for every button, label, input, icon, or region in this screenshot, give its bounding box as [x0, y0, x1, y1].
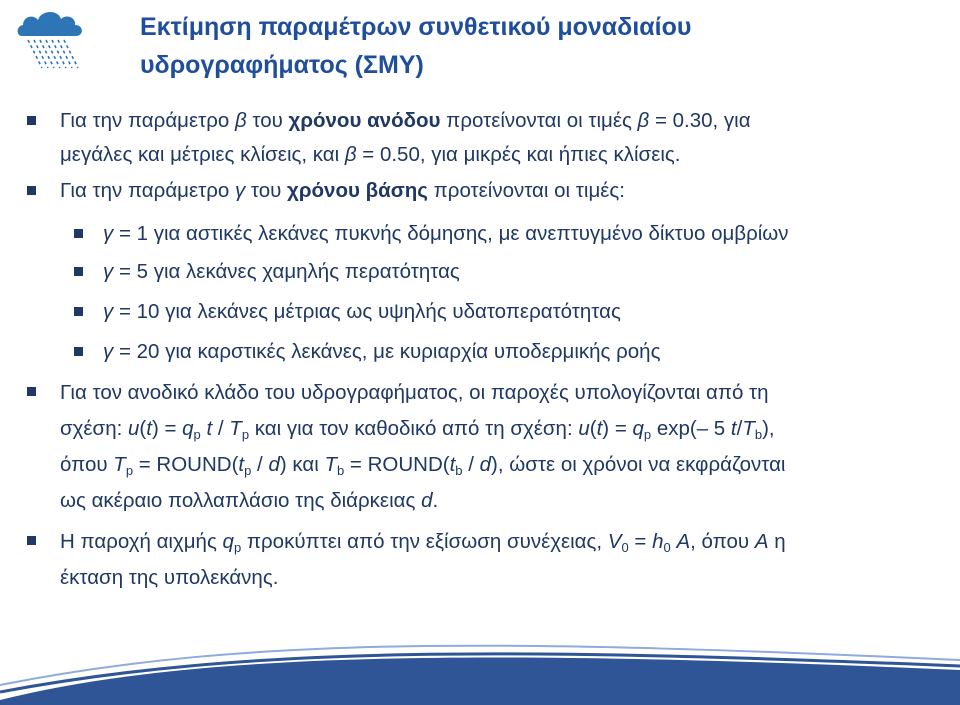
var: d — [479, 453, 492, 476]
text: ), ώστε οι χρόνοι να εκφράζονται — [491, 453, 786, 476]
square-bullet-icon — [27, 387, 36, 396]
subscript: 0 — [621, 540, 629, 555]
var: u — [578, 417, 590, 440]
rain-cloud-icon — [14, 6, 90, 72]
sub-bullet-gamma-1 — [103, 217, 789, 251]
square-bullet-icon — [74, 229, 83, 238]
square-bullet-icon — [27, 536, 36, 545]
text: Για την παράμετρο — [60, 109, 235, 132]
subscript: p — [244, 463, 252, 478]
var: t — [596, 417, 603, 440]
text: / — [736, 417, 743, 440]
text: = 20 για καρστικές λεκάνες, με κυριαρχία υποδερμικής ροής — [113, 340, 661, 363]
var: d — [268, 453, 280, 476]
bullet-rise-time — [60, 104, 751, 172]
var: A — [676, 530, 691, 553]
text: Για τον ανοδικό κλάδο του υδρογραφήματος, οι παροχές υπολογίζονται από τη — [60, 381, 769, 404]
subscript: b — [455, 463, 463, 478]
square-bullet-icon — [27, 186, 36, 195]
text: ) = — [151, 417, 183, 440]
sub-bullet-gamma-10 — [103, 295, 621, 329]
text: έκταση της υπολεκάνης. — [60, 566, 279, 589]
var: d — [421, 489, 433, 512]
title-line-2: υδρογραφήματος (ΣΜΥ) — [140, 51, 424, 79]
text: προτείνονται οι τιμές: — [427, 179, 625, 202]
var: T — [229, 417, 242, 440]
var: q — [182, 417, 194, 440]
square-bullet-icon — [74, 347, 83, 356]
subscript: p — [233, 540, 242, 555]
var-gamma: γ — [103, 260, 114, 283]
square-bullet-icon — [74, 267, 83, 276]
text: / — [462, 453, 480, 476]
text: ), — [762, 417, 775, 440]
bullet-base-time — [60, 174, 625, 208]
var: t — [146, 417, 152, 440]
var: T — [742, 417, 755, 440]
text: σχέση: — [60, 417, 128, 440]
text: του — [245, 179, 288, 202]
text: = 0.50, για μικρές και ήπιες κλίσεις. — [356, 143, 681, 166]
var: h — [652, 530, 664, 553]
var-gamma: γ — [103, 340, 114, 363]
var: T — [113, 453, 126, 476]
text: exp(– 5 — [651, 417, 731, 440]
text: Η παροχή αιχμής — [60, 530, 223, 553]
var: t — [206, 417, 213, 440]
text: = ROUND( — [133, 453, 239, 476]
var-beta: β — [637, 109, 650, 132]
text: = — [628, 530, 653, 553]
var-beta: β — [234, 109, 247, 132]
sub-bullet-gamma-5 — [103, 255, 460, 289]
text: / — [251, 453, 269, 476]
text: προκύπτει από την εξίσωση συνέχειας, — [241, 530, 608, 553]
bold-term: χρόνου βάσης — [287, 179, 428, 202]
text: ( — [139, 417, 147, 440]
text: ) και — [279, 453, 325, 476]
text: = 10 για λεκάνες μέτριας ως υψηλής υδατοπερατότητας — [113, 300, 621, 323]
subscript: p — [193, 427, 201, 442]
text: / — [212, 417, 230, 440]
sub-bullet-gamma-20 — [103, 335, 660, 369]
subscript: p — [125, 463, 134, 478]
text: προτείνονται οι τιμές — [440, 109, 638, 132]
text: η — [768, 530, 786, 553]
text: και για τον καθοδικό από τη σχέση: — [249, 417, 579, 440]
var: t — [449, 453, 456, 476]
title-line-1: Εκτίμηση παραμέτρων συνθετικού μοναδιαίου — [140, 13, 692, 41]
text: ( — [589, 417, 597, 440]
text: Για την παράμετρο — [60, 179, 235, 202]
text: . — [432, 489, 439, 512]
var: q — [632, 417, 644, 440]
subscript: b — [337, 463, 345, 478]
subscript: 0 — [663, 540, 671, 555]
wave-decoration — [0, 640, 960, 705]
var-gamma: γ — [103, 300, 114, 323]
text: , όπου — [690, 530, 755, 553]
text: = 5 για λεκάνες χαμηλής περατότητας — [113, 260, 460, 283]
var-gamma: γ — [234, 179, 246, 202]
text: όπου — [60, 453, 114, 476]
subscript: b — [754, 427, 763, 442]
var-gamma: γ — [103, 222, 114, 245]
subscript: p — [241, 427, 250, 442]
square-bullet-icon — [27, 116, 36, 125]
text: = ROUND( — [344, 453, 450, 476]
bullet-hydrograph-equations — [60, 375, 786, 519]
subscript: p — [643, 427, 652, 442]
var: V — [607, 530, 622, 553]
var: t — [730, 417, 737, 440]
text: = 0.30, για — [649, 109, 751, 132]
text: του — [246, 109, 289, 132]
var: T — [324, 453, 337, 476]
var-beta: β — [344, 143, 357, 166]
slide-title — [140, 8, 920, 84]
text: μεγάλες και μέτριες κλίσεις, και — [60, 143, 345, 166]
text: ) = — [602, 417, 633, 440]
var: A — [754, 530, 769, 553]
square-bullet-icon — [74, 307, 83, 316]
bullet-peak-discharge — [60, 524, 786, 596]
var: t — [238, 453, 245, 476]
var: u — [128, 417, 140, 440]
text: ως ακέραιο πολλαπλάσιο της διάρκειας — [60, 489, 422, 512]
bold-term: χρόνου ανόδου — [288, 109, 441, 132]
text: = 1 για αστικές λεκάνες πυκνής δόμησης, με ανεπτυγμένο δίκτυο ομβρίων — [113, 222, 789, 245]
var: q — [222, 530, 234, 553]
